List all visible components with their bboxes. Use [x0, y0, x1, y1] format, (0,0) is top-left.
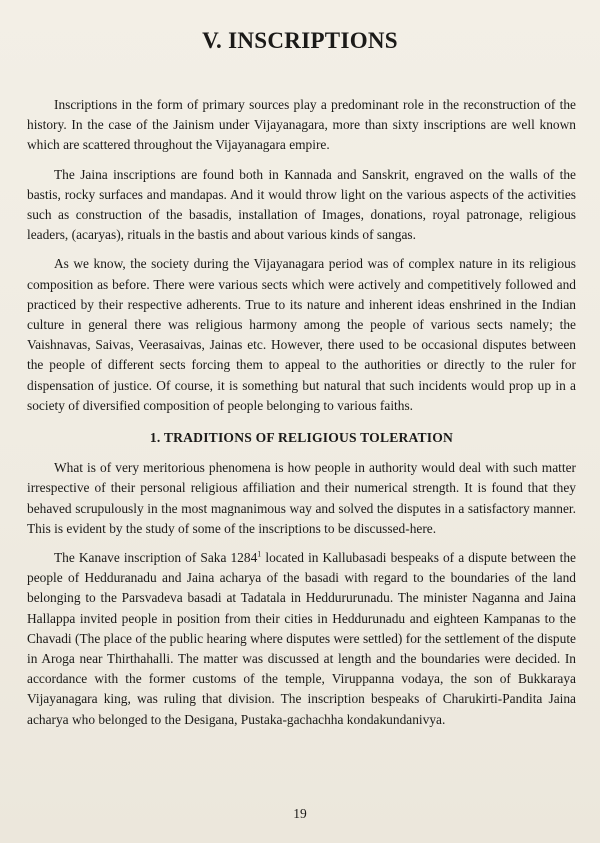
paragraph-meritorious: What is of very meritorious phenomena is how people in authority would deal with such matter irrespective of their personal religious affiliation and their numerical strength. It is found that they behaved scrupulously in the most magnanimous way and solved the disputes in a satisfactory manner. This is evident by the study of some of the inscriptions to be discussed-here.	[27, 460, 576, 536]
paragraph-intro: Inscriptions in the form of primary sources play a predominant role in the reconstruction of the history. In the case of the Jainism under Vijayanagara, more than sixty inscriptions are well known which are scattered throughout the Vijayanagara empire.	[27, 97, 576, 153]
page-number: 19	[293, 806, 307, 821]
body-text	[27, 95, 576, 739]
paragraph-jaina-inscriptions: The Jaina inscriptions are found both in Kannada and Sanskrit, engraved on the walls of the bastis, rocky surfaces and mandapas. And it would throw light on the various aspects of the activities such as construction of the basadis, installation of Images, donations, royal patronage, religious leaders, (acaryas), rituals in the bastis and about various kinds of sangas.	[27, 166, 576, 243]
kanave-text-start: The Kanave inscription of Saka 1284	[54, 550, 258, 566]
section-heading: 1. TRADITIONS OF RELIGIOUS TOLERATION	[149, 430, 454, 446]
paragraph-society: As we know, the society during the Vijayanagara period was of complex nature in its religious composition as before. There were various sects which were actively and competitively followed and practiced by their respective adherents. True to its nature and inherent ideas enshrined in the Indian culture in general there was religious harmony among the people of various sects namely; the Vaishnavas, Saivas, Veerasaivas, Jainas etc. However, there used to be occasional disputes between the people of different sects forcing them to appeal to the authorities or directly to the ruler for dispensation of justice. Of course, it is something but natural that such incidents would prop up in a society of diversified composition of people belonging to various faiths.	[27, 256, 576, 413]
kanave-text-rest: located in Kallubasadi bespeaks of a dispute between the people of Hedduranadu and Jaina acharya of the basadi with regard to the boundaries of the land belonging to the Parsvadeva basadi at Tadatala in Heddururunadu. The minister Naganna and Jaina Hallappa invited people in position from their cities in Heddurunadu and eighteen Kampanas to the Chavadi (The place of the public hearing where disputes were settled) for the settlement of the dispute in Aroga near Thirthahalli. The matter was discussed at length and the boundaries were decided. In accordance with the former customs of the temple, Viruppanna vodaya, the son of Bukkaraya Vijayanagara king, was ruling that division. The inscription bespeaks of Charukirti-Pandita Jaina acharya who belonged to the Desigana, Pustaka-gachachha kondakundanivya.	[27, 550, 576, 727]
page-title: V. INSCRIPTIONS	[202, 28, 398, 53]
paragraph-kanave-inscription	[27, 548, 576, 730]
footnote-marker: 1	[257, 549, 262, 559]
